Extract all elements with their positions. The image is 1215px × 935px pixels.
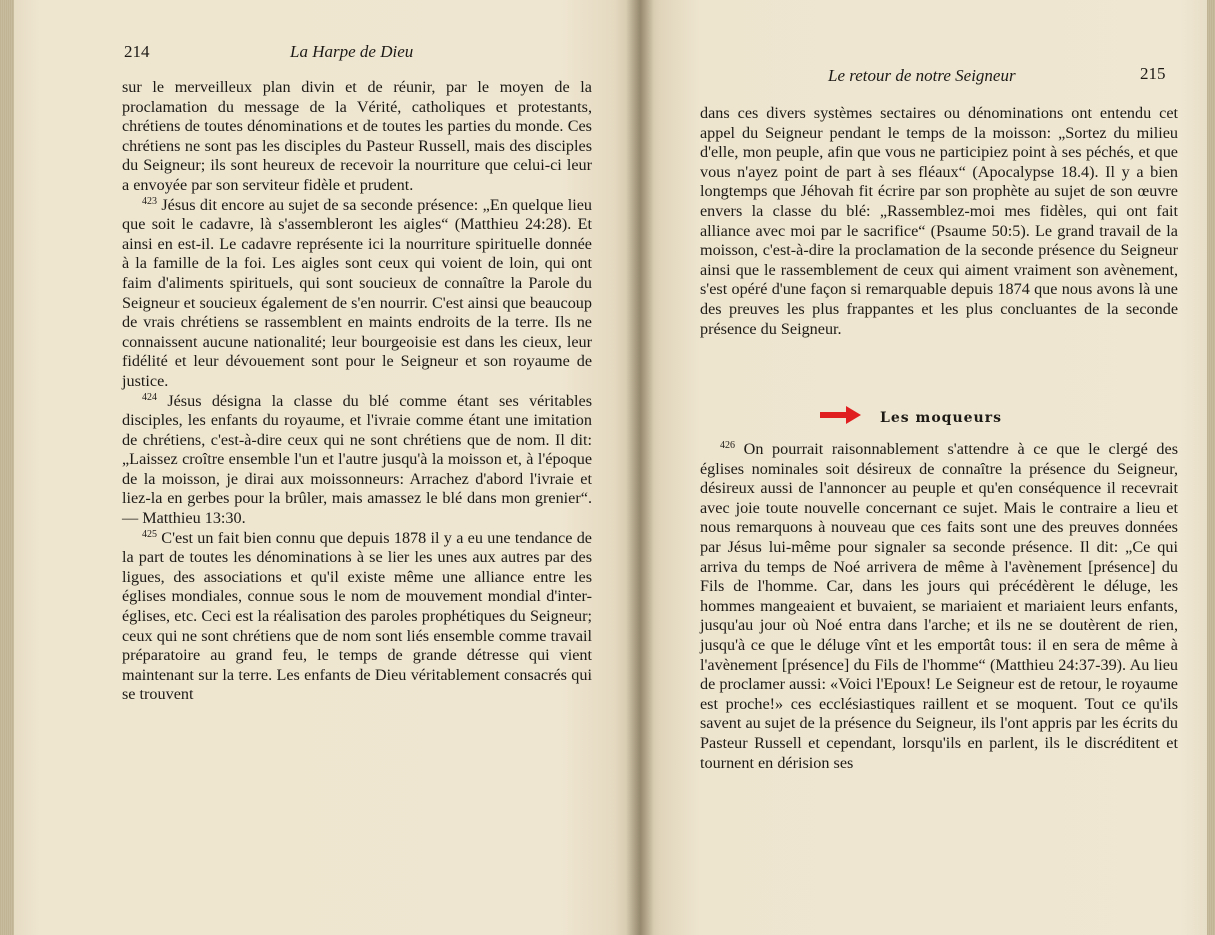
running-title-right: Le retour de notre Seigneur: [828, 66, 1016, 85]
paragraph-number: 424: [142, 391, 157, 403]
paragraph-424: [122, 392, 592, 529]
page-edge-stack: [0, 0, 14, 935]
running-title-left: La Harpe de Dieu: [290, 42, 414, 61]
paragraph-426: [700, 440, 1178, 773]
page-number-left: 214: [124, 42, 150, 61]
paragraph-number: 426: [720, 440, 735, 451]
arrow-right-icon: [820, 405, 862, 425]
paragraph-number: 425: [142, 528, 157, 540]
paragraph-text: Jésus dit encore au sujet de sa seconde présence: „En quelque lieu que soit le cadavre, là s'assembleront les aigles“ (Matthieu 24:28). Et ainsi en est-il. Le cadavre représente ici la nourriture spirituelle donnée à la famille de la foi. Les aigles sont ceux qui voient de loin, qui ont faim d'aliments spirituels, qui sont soucieux de connaître la Parole du Seigneur et soucieux également de s'en nourrir. C'est ainsi que beaucoup de vrais chrétiens se rassemblent en maints endroits de la terre. Ils ne connaissent aucune nationalité; leur bourgeoisie est dans les cieux, leur fidélité et leur dévouement sont pour le Seigneur et son royaume de justice.: [122, 195, 592, 390]
paragraph-text: C'est un fait bien connu que depuis 1878 il y a eu une tendance de la part de toutes les dénominations à se lier les unes aux autres par des ligues, des associations et qu'il existe même une alliance entre les églises mondiales, connue sous le nom de mouvement mondial d'inter-églises, etc. Ceci est la réalisation des paroles prophétiques du Seigneur; ceux qui ne sont chrétiens que de nom sont liés ensemble comme travail préparatoire au grand feu, le temps de grande détresse qui vient maintenant sur la terre. Les enfants de Dieu véritablement consacrés qui se trouvent: [122, 528, 592, 704]
page-edge-stack: [1207, 0, 1215, 935]
right-page: [640, 0, 1215, 935]
paragraph-text: sur le merveilleux plan divin et de réunir, par le moyen de la proclamation du message de la Vérité, catholiques et protestants, chrétiens de toutes dénominations et de toutes les parties du monde. Ces chrétiens ne sont pas les disciples du Pasteur Russell, mais des disciples du Seigneur; ils sont heureux de recevoir la nourriture que celui-ci leur a envoyée par son serviteur fidèle et prudent.: [122, 78, 592, 194]
right-page-body-bottom: [700, 440, 1178, 773]
paragraph-number: 423: [142, 195, 157, 207]
right-page-body-top: [700, 104, 1178, 339]
left-page-body: [122, 78, 592, 705]
paragraph-continued: [700, 104, 1178, 339]
section-title: Les moqueurs: [880, 410, 1002, 426]
paragraph-text: Jésus désigna la classe du blé comme étant ses véritables disciples, les enfants du royaume, et l'ivraie comme étant une imitation de chrétiens, c'est-à-dire ceux qui ne sont chrétiens que de nom. Il dit: „Laissez croître ensemble l'un et l'autre jusqu'à la moisson et, à l'époque de la moisson, je dirai aux moissonneurs: Arrachez d'abord l'ivraie et liez-la en gerbes pour la brûler, mais amassez le blé dans mon grenier“. — Matthieu 13:30.: [122, 391, 593, 528]
paragraph-text: On pourrait raisonnablement s'attendre à ce que le clergé des églises nominales soit désireux de connaître la présence du Seigneur, désireux aussi de l'annoncer au peuple et qu'en conséquence il recevrait avec joie toute nouvelle concernant ce sujet. Mais le contraire a lieu et nous remarquons à nouveau que ces faits sont une des preuves données par Jésus lui-même pour signaler sa seconde présence. Il dit: „Ce qui arriva du temps de Noé arrivera de même à l'avènement [présence] du Fils de l'homme. Car, dans les jours qui précédèrent le déluge, les hommes mangeaient et buvaient, se mariaient et mariaient leurs enfants, jusqu'au jour où Noé entra dans l'arche; et ils ne se doutèrent de rien, jusqu'à ce que le déluge vînt et les emportât tous: il en sera de même à l'avènement [présence] du Fils de l'homme“ (Matthieu 24:37-39). Au lieu de proclamer aussi: «Voici l'Epoux! Le Seigneur est de retour, le royaume est proche!» ces ecclésiastiques raillent et se moquent. Tout ce qu'ils savent au sujet de la présence du Seigneur, ils l'ont appris par les écrits du Pasteur Russell et cependant, lorsqu'ils en parlent, ils le discréditent et tournent en dérision ses: [700, 440, 1179, 772]
paragraph-continued: [122, 78, 592, 196]
paragraph-423: [122, 196, 592, 392]
paragraph-425: [122, 529, 592, 705]
page-number-right: 215: [1140, 64, 1166, 83]
paragraph-text: dans ces divers systèmes sectaires ou dénominations ont entendu cet appel du Seigneur pendant le temps de la moisson: „Sortez du milieu d'elle, mon peuple, afin que vous ne participiez point à ses péchés, et que vous n'ayez point de part à ses fléaux“ (Apocalypse 18.4). Il y a bien longtemps que Jéhovah fit écrire par son prophète au sujet de son œuvre envers la classe du blé: „Rassemblez-moi mes fidèles, qui ont fait alliance avec moi par le sacrifice“ (Psaume 50:5). Le grand travail de la moisson, c'est-à-dire la proclamation de la seconde présence du Seigneur ainsi que le rassemblement de ceux qui aiment vraiment son avènement, s'est opéré d'une façon si remarquable depuis 1874 que nous avons là une des preuves les plus frappantes et les plus concluantes de la seconde présence du Seigneur.: [700, 104, 1178, 338]
